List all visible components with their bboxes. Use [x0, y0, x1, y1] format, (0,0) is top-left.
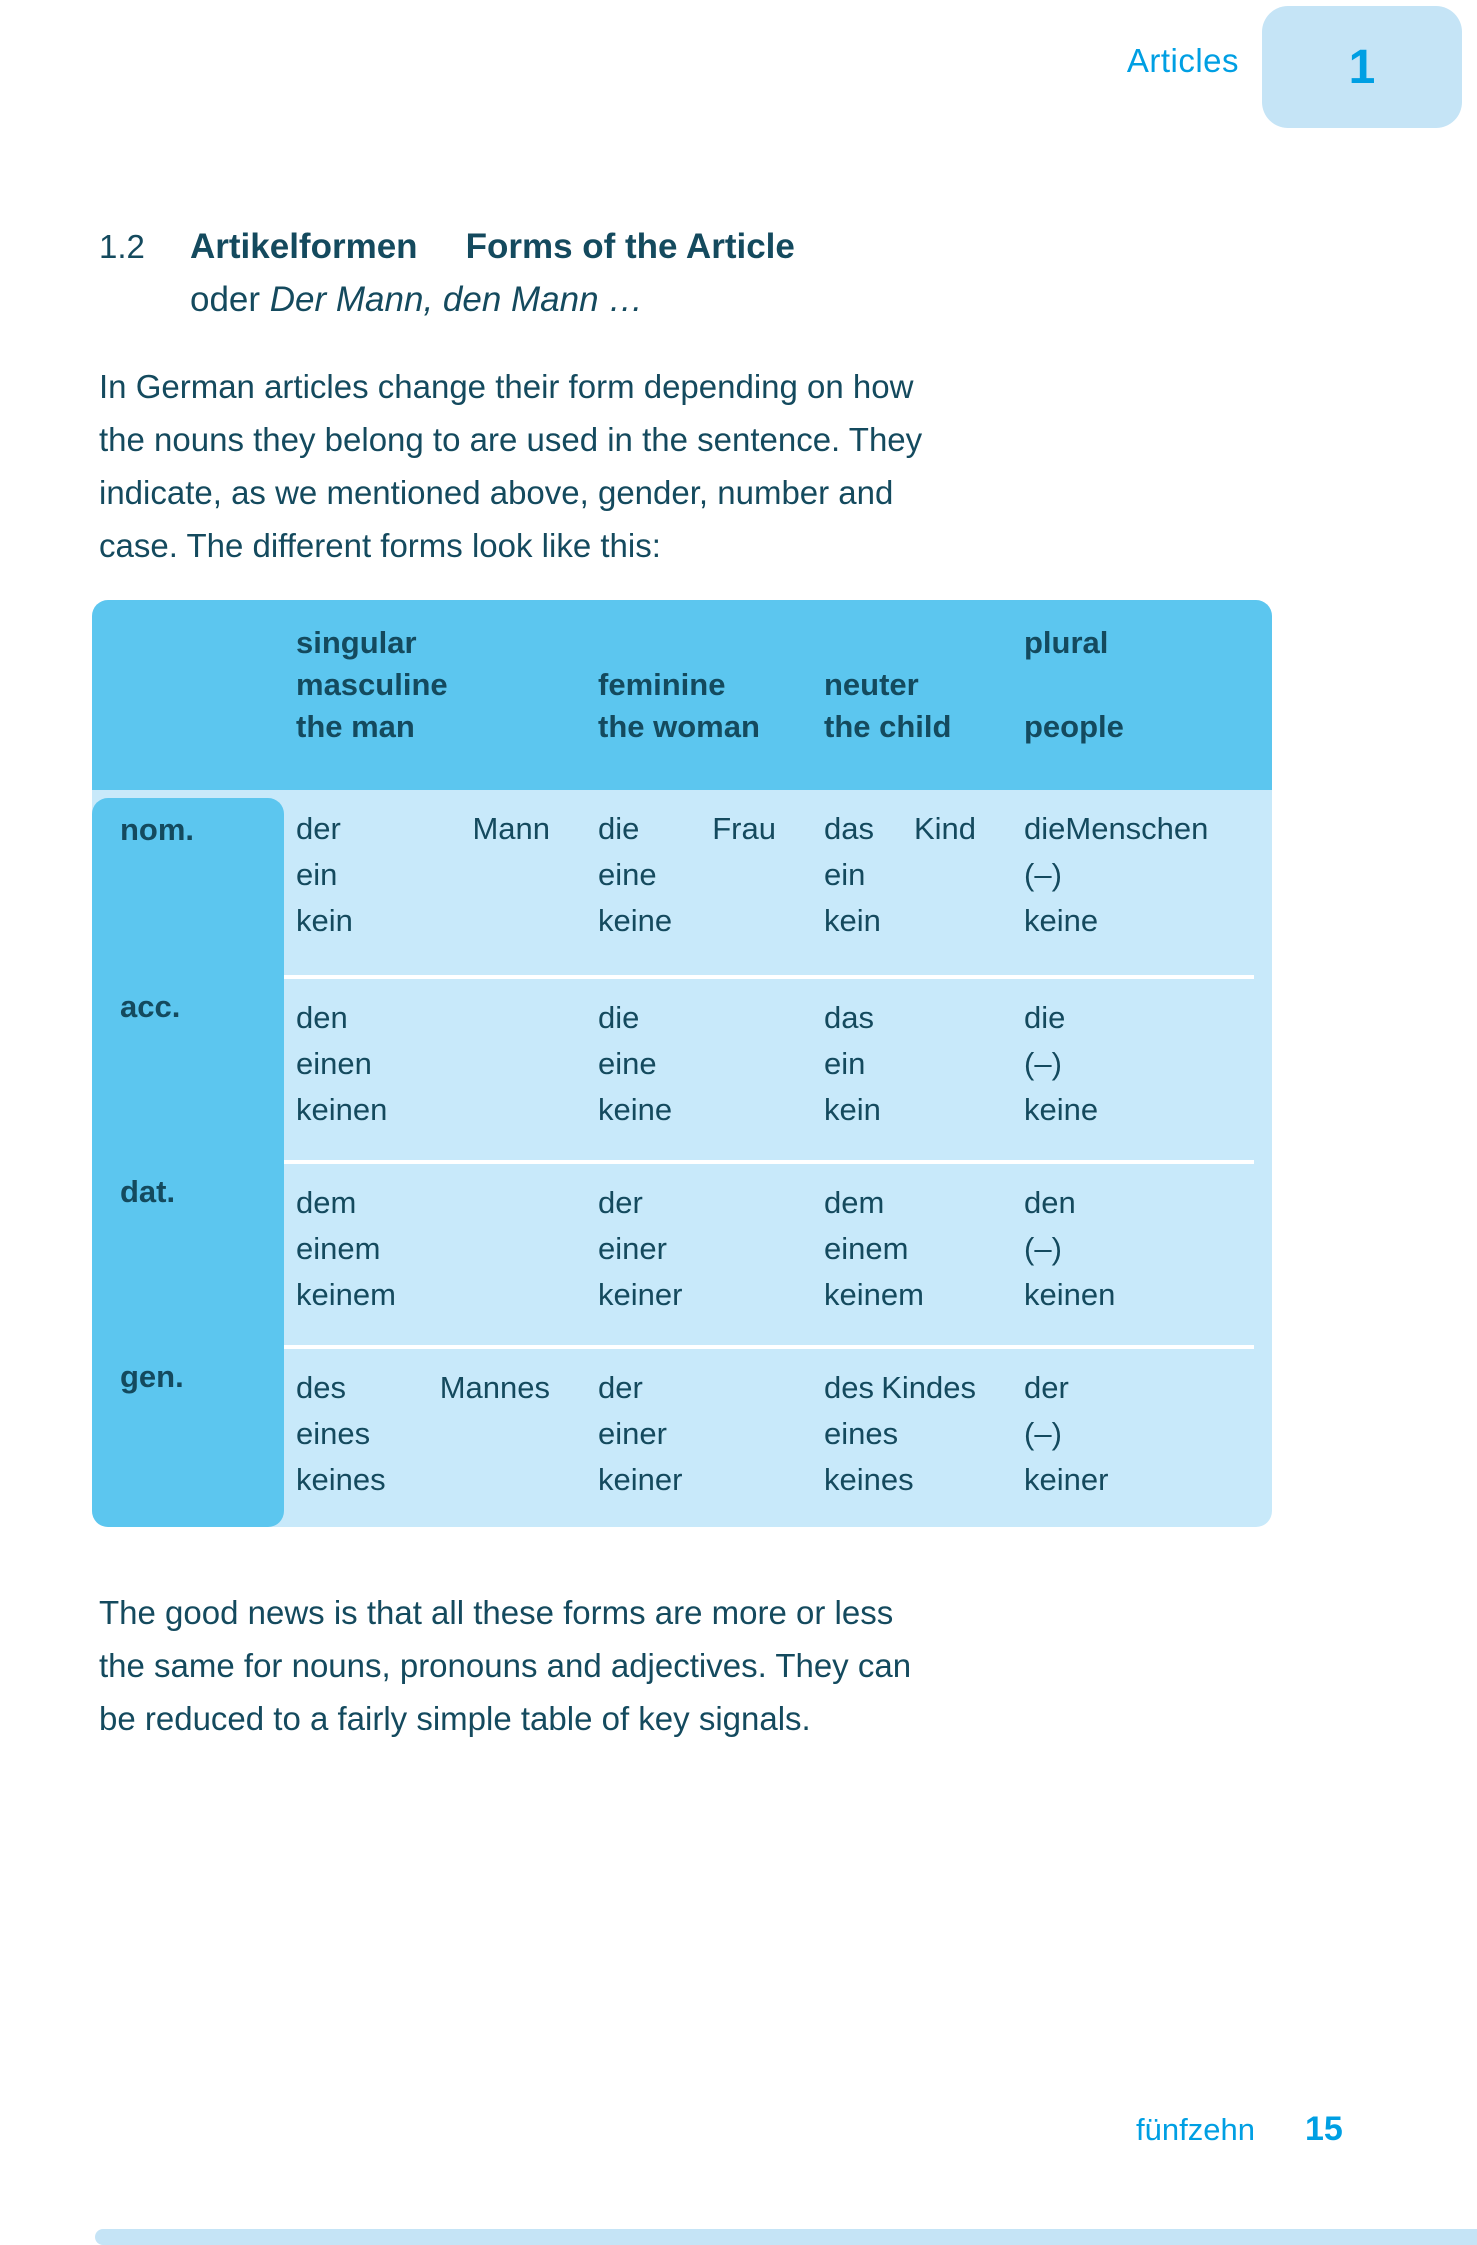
table-cell: die Frau eine keine [598, 811, 776, 938]
header-plural: plural [1024, 625, 1109, 660]
text-line: case. The different forms look like this: [99, 527, 661, 564]
table-cell: die Menschen (–) keine [1024, 811, 1209, 938]
page-number-word: fünfzehn [1136, 2112, 1255, 2147]
page-number: 15 [1304, 2110, 1343, 2148]
header-the-woman: the woman [598, 709, 760, 744]
table-cell: den (–) keinen [1024, 1185, 1116, 1312]
table-cell: den einen keinen [296, 1000, 388, 1127]
chapter-number: 1 [1348, 40, 1376, 94]
subtitle-prefix: oder [190, 280, 270, 319]
table-header [92, 600, 1272, 790]
header-feminine: feminine [598, 667, 726, 702]
text-line: the same for nouns, pronouns and adjectives. They can [99, 1647, 912, 1684]
header-neuter: neuter [824, 667, 919, 702]
table-body [92, 790, 1272, 1527]
header-the-child: the child [824, 709, 952, 744]
table-cell: das ein kein [824, 1000, 881, 1127]
text-line: In German articles change their form depending on how [99, 368, 914, 405]
article-forms-table [92, 600, 1272, 1527]
intro-paragraph [99, 360, 922, 572]
subtitle-example: Der Mann, den Mann … [269, 280, 644, 319]
bottom-edge-strip [95, 2229, 1477, 2245]
text-line: the nouns they belong to are used in the sentence. They [99, 421, 923, 458]
text-line: The good news is that all these forms are more or less [99, 1594, 894, 1631]
table-cell: die (–) keine [1024, 1000, 1099, 1127]
chapter-tab [1262, 6, 1462, 128]
table-cell: der einer keiner [598, 1185, 683, 1312]
header-people: people [1024, 709, 1124, 744]
table-cell: dem einem keinem [824, 1185, 924, 1312]
table-cell: dem einem keinem [296, 1185, 396, 1312]
case-label-nom: nom. [120, 812, 195, 847]
case-label-acc: acc. [120, 989, 181, 1024]
header-singular: singular [296, 625, 417, 660]
heading-subtitle [190, 273, 795, 326]
table-cell: des Mannes eines keines [296, 1370, 550, 1497]
table-header-row-gender [92, 664, 1272, 706]
table-cell: des Kindes eines keines [824, 1370, 976, 1497]
closing-paragraph [99, 1586, 911, 1745]
table-cell: der Mann ein kein [296, 811, 550, 938]
heading-english: Forms of the Article [465, 227, 795, 266]
table-cell: der (–) keiner [1024, 1370, 1109, 1497]
running-head-section: Articles [1126, 42, 1239, 79]
table-row-nom [284, 790, 1254, 975]
header-the-man: the man [296, 709, 415, 744]
table-row-gen [284, 1345, 1254, 1527]
table-data [284, 790, 1254, 1527]
table-header-row-number [92, 622, 1272, 664]
table-cell: die eine keine [598, 1000, 673, 1127]
table-cell: der einer keiner [598, 1370, 683, 1497]
case-label-dat: dat. [120, 1174, 176, 1209]
text-line: indicate, as we mentioned above, gender, number and [99, 474, 894, 511]
table-cell: das Kind ein kein [824, 811, 976, 938]
page-footer [1136, 2110, 1343, 2149]
heading-german: Artikelformen [190, 227, 418, 266]
case-label-gen: gen. [120, 1359, 184, 1394]
section-heading [99, 220, 795, 326]
table-row-dat [284, 1160, 1254, 1345]
table-row-acc [284, 975, 1254, 1160]
header-masculine: masculine [296, 667, 448, 702]
section-number: 1.2 [99, 228, 145, 265]
heading-line-1 [99, 220, 795, 273]
table-header-row-example [92, 706, 1272, 748]
case-label-column [92, 798, 284, 1527]
text-line: be reduced to a fairly simple table of key signals. [99, 1700, 811, 1737]
